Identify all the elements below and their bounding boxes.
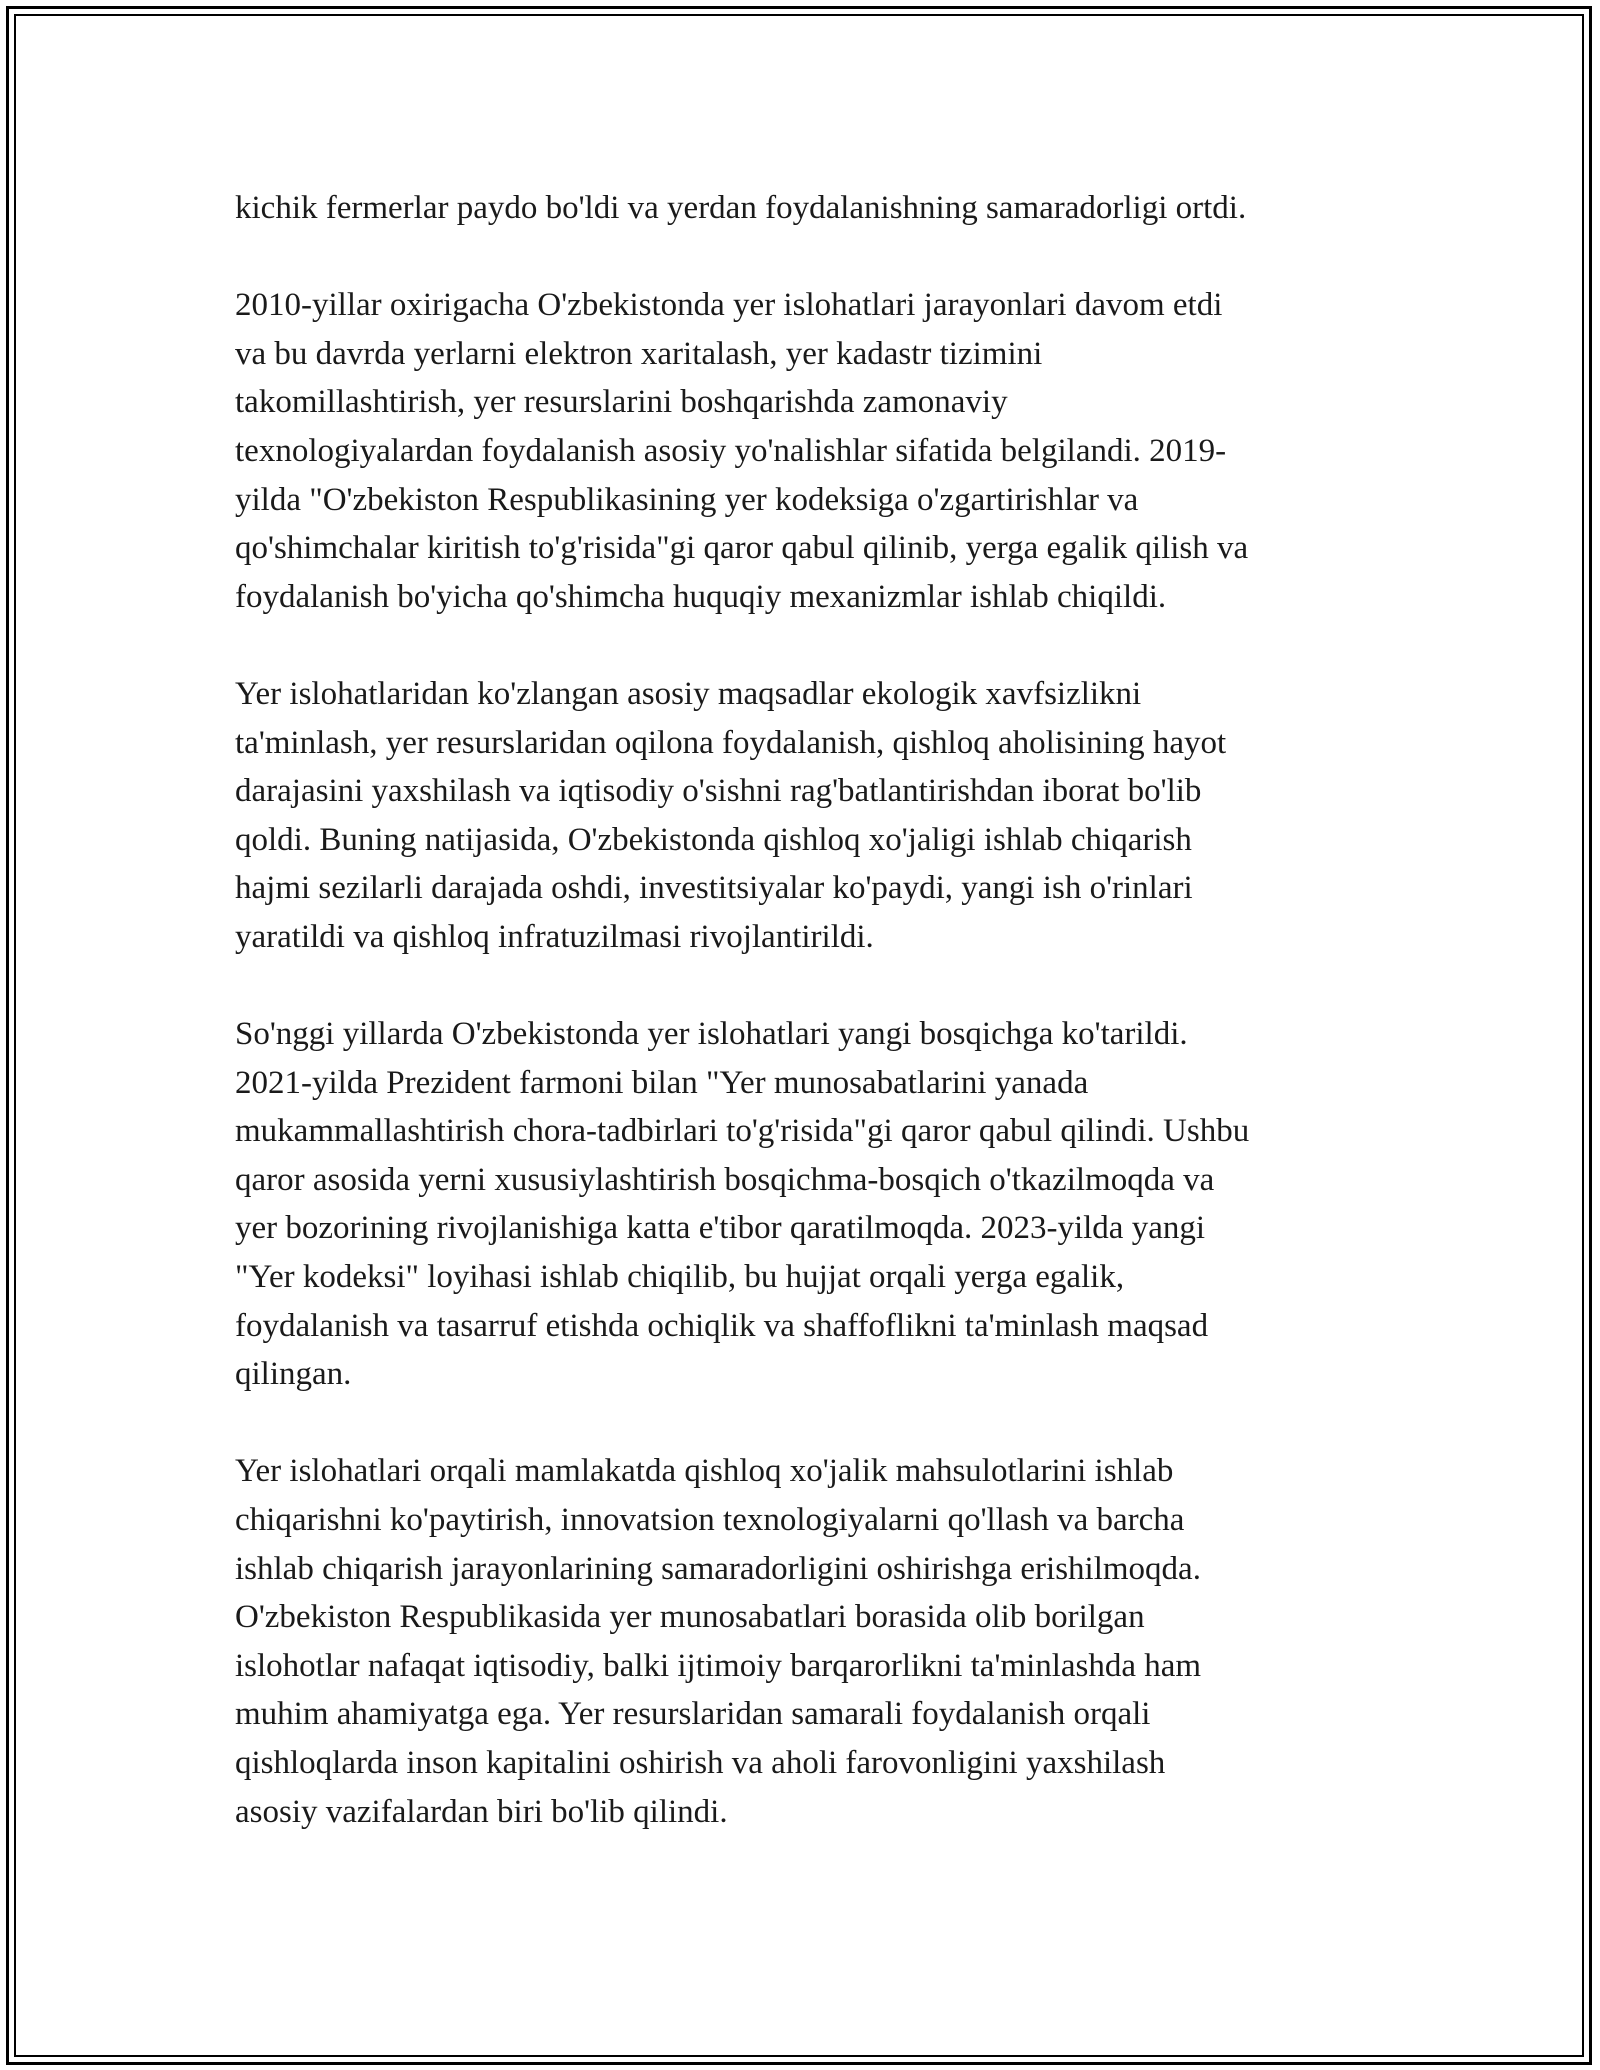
text-line: takomillashtirish, yer resurslarini boshqarishda zamonaviy <box>235 384 1008 421</box>
text-line: 2010-yillar oxirigacha O'zbekistonda yer islohatlari jarayonlari davom etdi <box>235 287 1223 324</box>
paragraph-2 <box>235 281 1370 621</box>
paragraph-3 <box>235 670 1370 962</box>
text-line: Yer islohatlari orqali mamlakatda qishloq xo'jalik mahsulotlarini ishlab <box>235 1453 1174 1490</box>
text-line: "Yer kodeksi" loyihasi ishlab chiqilib, bu hujjat orqali yerga egalik, <box>235 1259 1125 1296</box>
text-line: va bu davrda yerlarni elektron xaritalash, yer kadastr tizimini <box>235 335 1043 372</box>
text-line: islohotlar nafaqat iqtisodiy, balki ijtimoiy barqarorlikni ta'minlashda ham <box>235 1647 1202 1684</box>
text-line: yilda "O'zbekiston Respublikasining yer kodeksiga o'zgartirishlar va <box>235 481 1139 518</box>
text-line: yer bozorining rivojlanishiga katta e'tibor qaratilmoqda. 2023-yilda yangi <box>235 1210 1206 1247</box>
paragraph-1 <box>235 184 1370 233</box>
text-line: ishlab chiqarish jarayonlarining samaradorligini oshirishga erishilmoqda. <box>235 1550 1201 1587</box>
text-line: O'zbekiston Respublikasida yer munosabatlari borasida olib borilgan <box>235 1599 1145 1636</box>
text-line: hajmi sezilarli darajada oshdi, investitsiyalar ko'paydi, yangi ish o'rinlari <box>235 870 1193 907</box>
text-line: muhim ahamiyatga ega. Yer resurslaridan samarali foydalanish orqali <box>235 1696 1151 1733</box>
document-body <box>235 184 1370 1885</box>
text-line: ta'minlash, yer resurslaridan oqilona foydalanish, qishloq aholisining hayot <box>235 724 1227 761</box>
text-line: Yer islohatlaridan ko'zlangan asosiy maqsadlar ekologik xavfsizlikni <box>235 675 1142 712</box>
text-line: qo'shimchalar kiritish to'g'risida"gi qaror qabul qilinib, yerga egalik qilish va <box>235 530 1249 567</box>
text-line: foydalanish bo'yicha qo'shimcha huquqiy mexanizmlar ishlab chiqildi. <box>235 578 1167 615</box>
text-line: chiqarishni ko'paytirish, innovatsion texnologiyalarni qo'llash va barcha <box>235 1502 1185 1539</box>
paragraph-5 <box>235 1447 1370 1836</box>
text-line: qishloqlarda inson kapitalini oshirish va aholi farovonligini yaxshilash <box>235 1745 1166 1781</box>
text-line: 2021-yilda Prezident farmoni bilan "Yer munosabatlarini yanada <box>235 1064 1089 1101</box>
paragraph-4 <box>235 1010 1370 1399</box>
text-line: kichik fermerlar paydo bo'ldi va yerdan foydalanishning samaradorligi ortdi. <box>235 190 1247 226</box>
text-line: So'nggi yillarda O'zbekistonda yer islohatlari yangi bosqichga ko'tarildi. <box>235 1016 1188 1053</box>
text-line: yaratildi va qishloq infratuzilmasi rivojlantirildi. <box>235 918 874 955</box>
text-line: qaror asosida yerni xususiylashtirish bosqichma-bosqich o'tkazilmoqda va <box>235 1161 1215 1198</box>
text-line: asosiy vazifalardan biri bo'lib qilindi. <box>235 1793 728 1830</box>
text-line: qoldi. Buning natijasida, O'zbekistonda qishloq xo'jaligi ishlab chiqarish <box>235 821 1192 858</box>
text-line: qilingan. <box>235 1356 352 1393</box>
text-line: darajasini yaxshilash va iqtisodiy o'sishni rag'batlantirishdan iborat bo'lib <box>235 773 1202 810</box>
text-line: texnologiyalardan foydalanish asosiy yo'nalishlar sifatida belgilandi. 2019- <box>235 432 1227 469</box>
text-line: mukammallashtirish chora-tadbirlari to'g'risida"gi qaror qabul qilindi. Ushbu <box>235 1113 1250 1150</box>
text-line: foydalanish va tasarruf etishda ochiqlik va shaffoflikni ta'minlash maqsad <box>235 1307 1209 1344</box>
